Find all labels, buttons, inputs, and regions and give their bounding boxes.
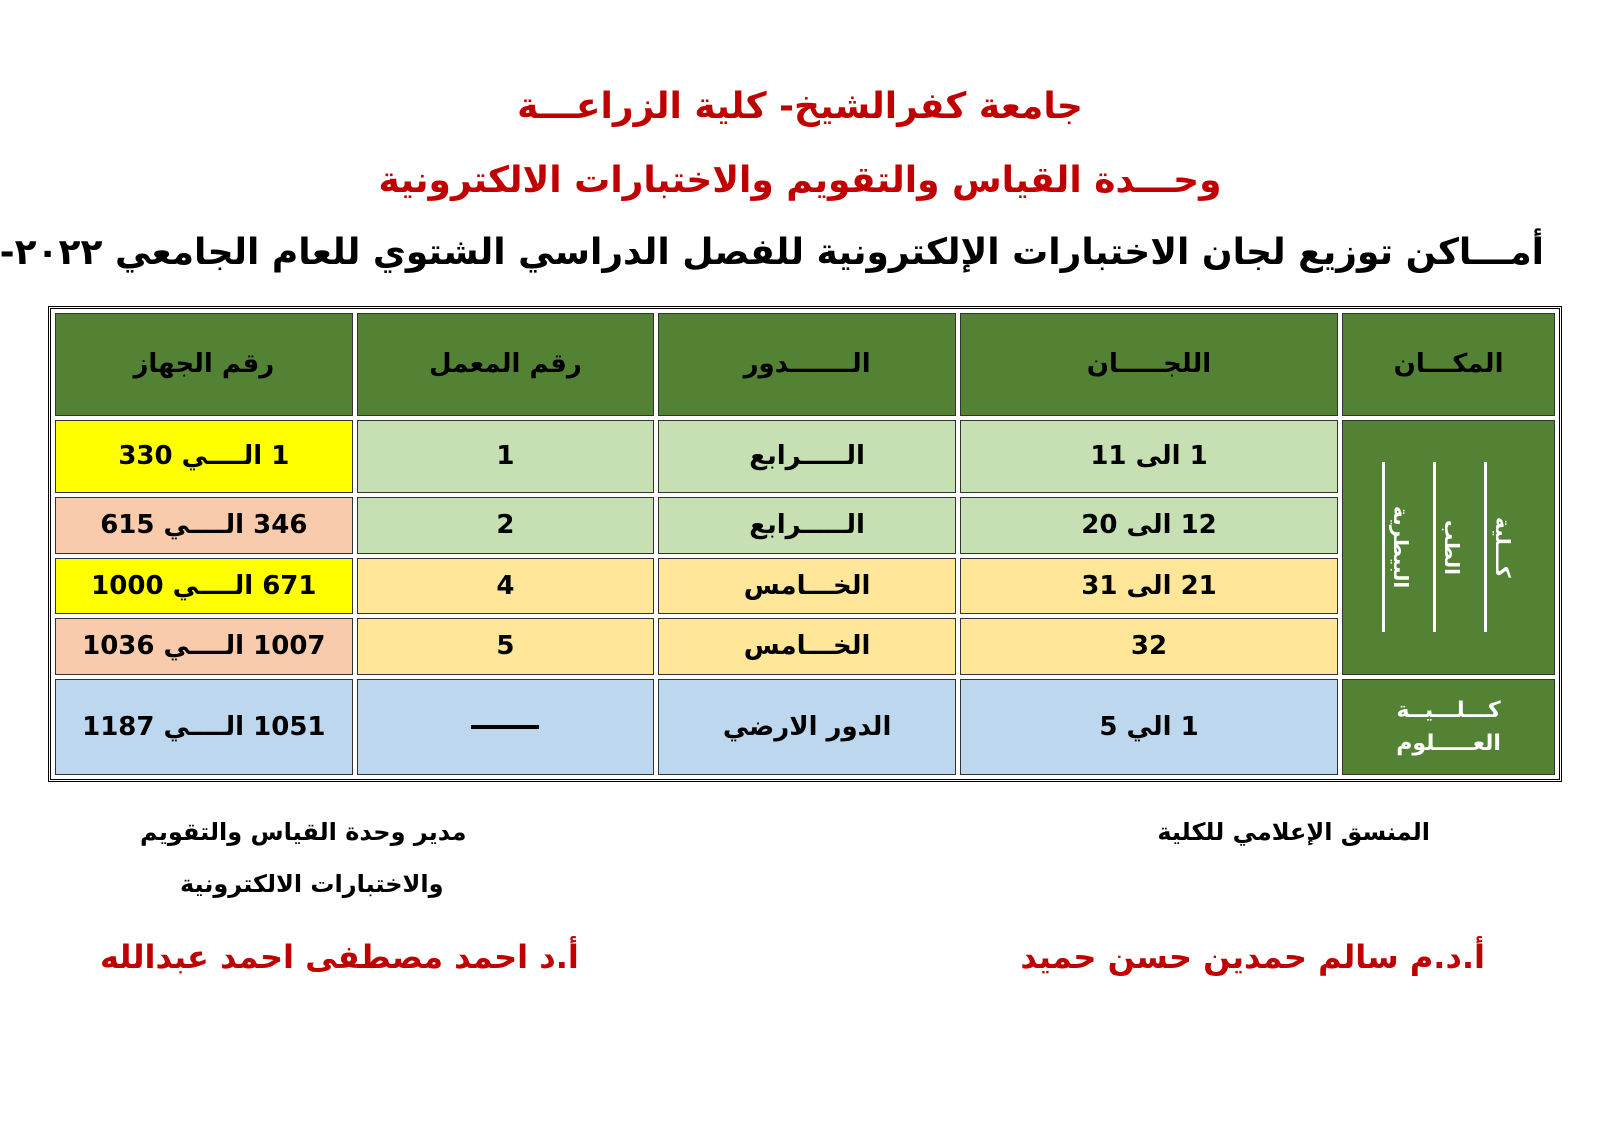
- header-committees: اللجـــــان: [960, 313, 1338, 416]
- device-cell: 346 الــــي 615: [55, 497, 353, 554]
- floor-cell: الخـــامس: [658, 558, 956, 615]
- dash-mark: [471, 725, 539, 729]
- lab-cell: 5: [357, 618, 655, 675]
- device-cell: 1007 الــــي 1036: [55, 618, 353, 675]
- device-cell: 671 الــــي 1000: [55, 558, 353, 615]
- lab-cell-empty: [357, 679, 655, 775]
- table-row: [55, 558, 1555, 615]
- lab-cell: 4: [357, 558, 655, 615]
- header-place: المكـــان: [1342, 313, 1555, 416]
- place-veterinary-word3: البيطرية: [1382, 462, 1413, 632]
- committees-cell: 32: [960, 618, 1338, 675]
- university-title: جامعة كفرالشيخ- كلية الزراعـــة: [517, 86, 1083, 127]
- header-lab: رقم المعمل: [357, 313, 655, 416]
- place-science-line2: العـــــلوم: [1396, 730, 1501, 756]
- distribution-table: [48, 306, 1562, 782]
- table-row: [55, 618, 1555, 675]
- table-header-row: [55, 313, 1555, 416]
- header-floor: الـــــــدور: [658, 313, 956, 416]
- floor-cell: الخـــامس: [658, 618, 956, 675]
- place-veterinary-word2: الطب: [1433, 462, 1464, 632]
- place-veterinary-cell: [1342, 420, 1555, 675]
- committees-cell: 12 الى 20: [960, 497, 1338, 554]
- floor-cell: الدور الارضي: [658, 679, 956, 775]
- table-row: [55, 497, 1555, 554]
- device-cell: 1051 الــــي 1187: [55, 679, 353, 775]
- document-title: أمـــاكن توزيع لجان الاختبارات الإلكترونية للفصل الدراسي الشتوي للعام الجامعي ٢٠٢٢-: [0, 232, 1544, 273]
- committees-cell: 1 الى 11: [960, 420, 1338, 493]
- unit-title: وحـــدة القياس والتقويم والاختبارات الالكترونية: [378, 160, 1222, 201]
- place-science-cell: [1342, 679, 1555, 775]
- lab-cell: 1: [357, 420, 655, 493]
- unit-director-name: أ.د احمد مصطفى احمد عبدالله: [100, 938, 579, 976]
- floor-cell: الـــــرابع: [658, 497, 956, 554]
- media-coordinator-title: المنسق الإعلامي للكلية: [1157, 818, 1430, 846]
- place-veterinary-word1: كـــلية: [1484, 462, 1515, 632]
- floor-cell: الـــــرابع: [658, 420, 956, 493]
- unit-director-title-line2: والاختبارات الالكترونية: [180, 870, 444, 898]
- header-device: رقم الجهاز: [55, 313, 353, 416]
- lab-cell: 2: [357, 497, 655, 554]
- committees-cell: 21 الى 31: [960, 558, 1338, 615]
- table-row-science: [55, 679, 1555, 775]
- place-science-line1: كـــلـــيــة: [1396, 697, 1501, 723]
- table-row: [55, 420, 1555, 493]
- media-coordinator-name: أ.د.م سالم حمدين حسن حميد: [1020, 938, 1485, 976]
- committees-cell: 1 الي 5: [960, 679, 1338, 775]
- unit-director-title: مدير وحدة القياس والتقويم: [140, 818, 467, 846]
- device-cell: 1 الــــي 330: [55, 420, 353, 493]
